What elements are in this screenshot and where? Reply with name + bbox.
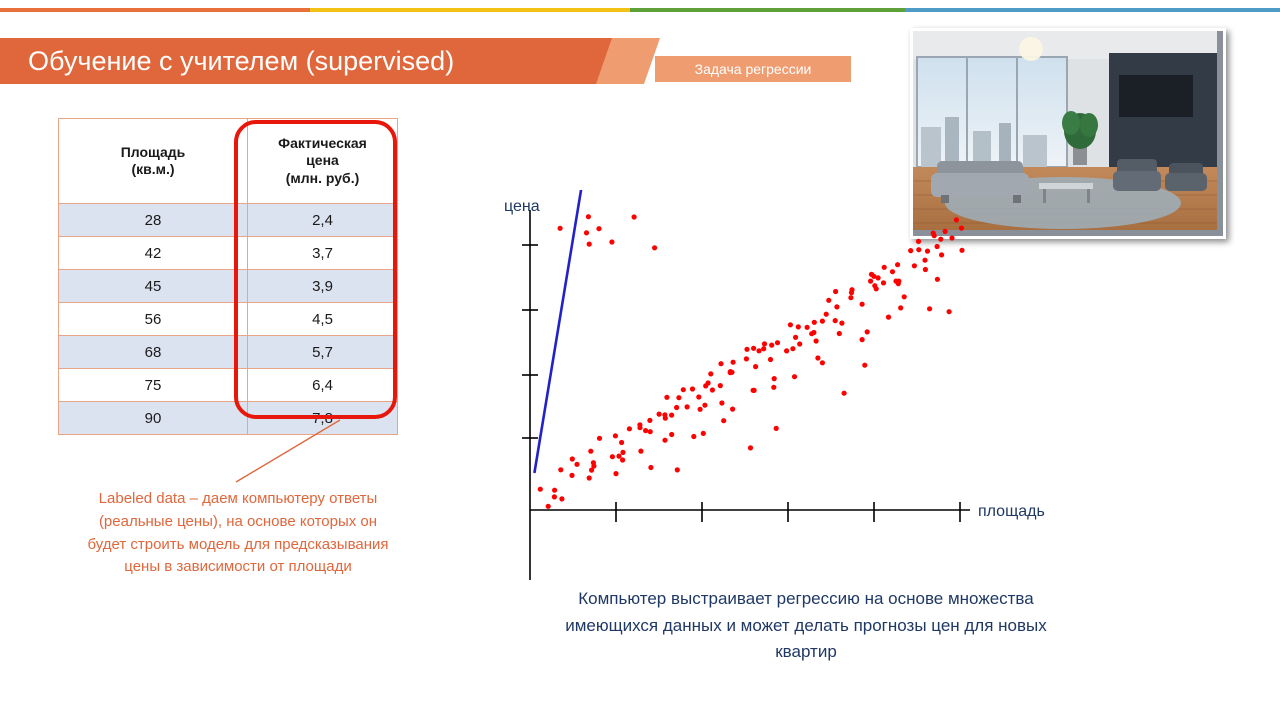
cell-area: 42: [59, 237, 248, 270]
rule-segment-orange: [0, 8, 310, 12]
cell-price: 3,7: [248, 237, 398, 270]
column-header-area-line1: Площадь: [120, 143, 186, 160]
table: [58, 118, 398, 435]
rule-segment-yellow: [310, 8, 630, 12]
scatter-points: [538, 214, 965, 509]
trendline: [534, 190, 956, 473]
title-banner: [0, 38, 660, 84]
cell-area: 28: [59, 204, 248, 237]
table-row: [59, 237, 398, 270]
cell-area: 45: [59, 270, 248, 303]
table-row: [59, 204, 398, 237]
table-header-row: [59, 119, 398, 204]
cell-price: 4,5: [248, 303, 398, 336]
column-header-area: [59, 119, 248, 204]
table-row: [59, 270, 398, 303]
regression-scatter-chart: [470, 190, 1050, 590]
cell-area: 75: [59, 369, 248, 402]
column-header-area-line2: (кв.м.): [131, 161, 175, 177]
top-accent-rule: [0, 8, 1280, 12]
caption-regression: Компьютер выстраивает регрессию на основе множества имеющихся данных и может делать прогнозы цен для новых квартир: [565, 589, 1047, 662]
callout-leader-line: [230, 418, 350, 488]
labeled-data-table: [58, 118, 398, 435]
cell-price: 7,8: [248, 402, 398, 435]
table-row: [59, 303, 398, 336]
table-row: [59, 369, 398, 402]
cell-price: 6,4: [248, 369, 398, 402]
column-header-price: [248, 119, 398, 204]
cell-price: 2,4: [248, 204, 398, 237]
x-axis-label: площадь: [978, 503, 1045, 520]
caption-labeled-data: Labeled data – даем компьютеру ответы (реальные цены), на основе которых он будет строить модель для предсказывания цены в зависимости от площади: [87, 490, 389, 576]
subtitle: Задача регрессии: [694, 61, 812, 77]
rule-segment-blue: [905, 8, 1280, 12]
cell-area: 68: [59, 336, 248, 369]
y-axis-label: цена: [504, 198, 540, 215]
table-row: [59, 336, 398, 369]
column-header-price-line1: Фактическая: [278, 134, 367, 151]
cell-price: 5,7: [248, 336, 398, 369]
cell-area: 56: [59, 303, 248, 336]
rule-segment-green: [630, 8, 905, 12]
page-title: Обучение с учителем (supervised): [28, 46, 455, 76]
column-header-price-line3: (млн. руб.): [285, 169, 360, 186]
column-header-price-line2: цена: [306, 152, 339, 169]
cell-price: 3,9: [248, 270, 398, 303]
cell-area: 90: [59, 402, 248, 435]
